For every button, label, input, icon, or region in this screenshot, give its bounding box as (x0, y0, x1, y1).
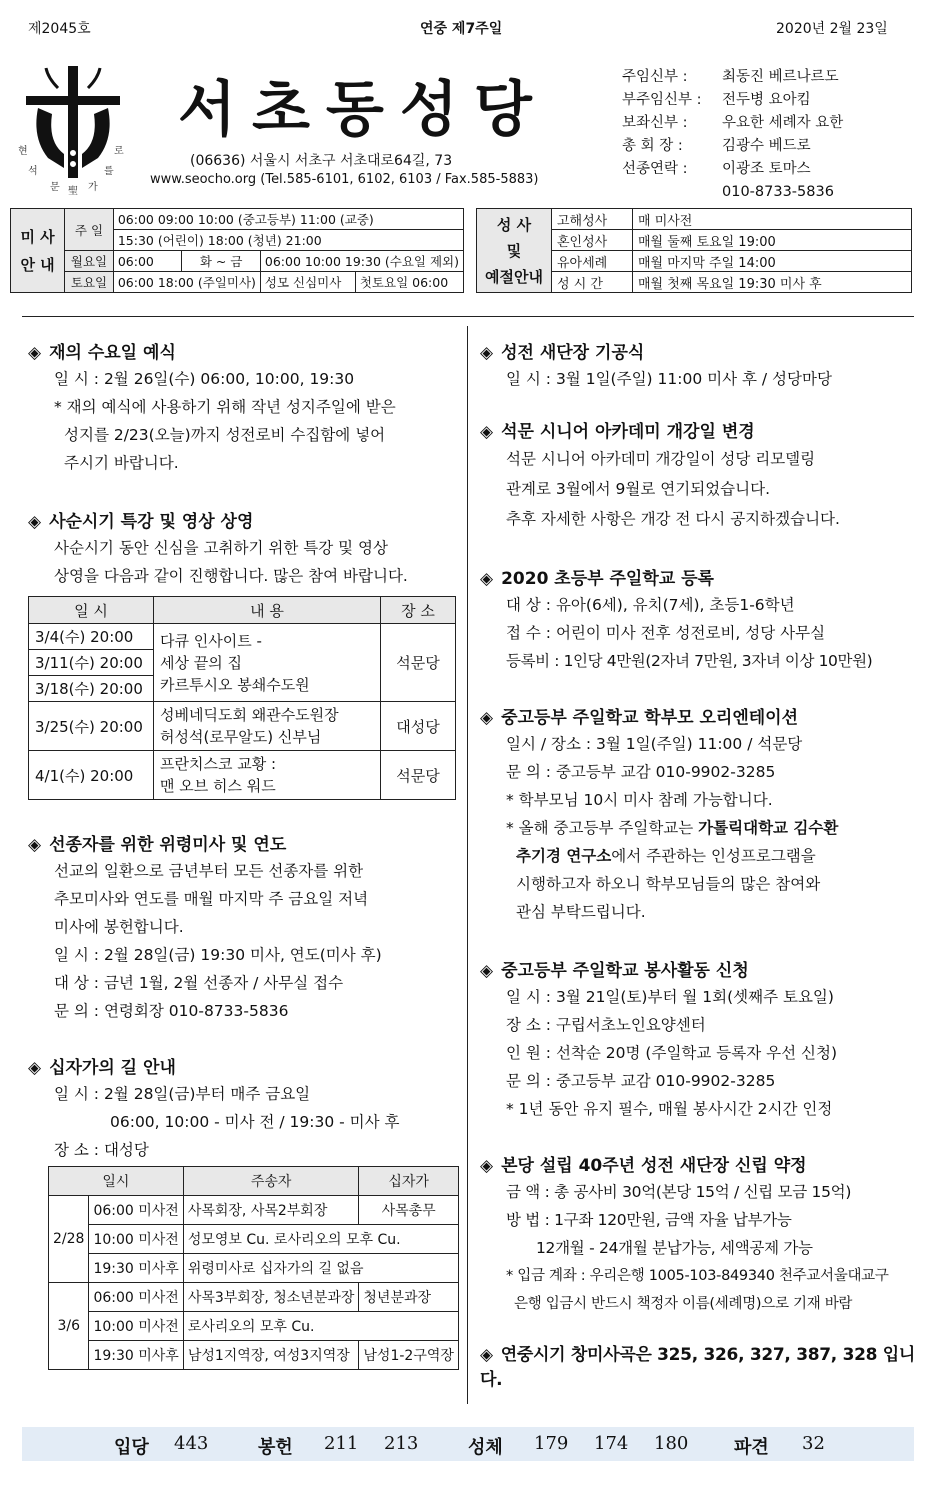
stations-body: 일 시 : 2월 28일(금)부터 매주 금요일 06:00, 10:00 - 미사 전 / 19:30 - 미사 후 장 소 : 대성당 (54, 1085, 400, 1159)
mass-heading: 미 사 안 내 (11, 209, 65, 293)
parish-contact[interactable]: www.seocho.org (Tel.585-6101, 6102, 6103 / Fax.585-5883) (150, 172, 539, 187)
liturgical-season: 연중 제7주일 (420, 21, 503, 37)
issue-number: 제2045호 (28, 21, 91, 37)
divider (22, 316, 914, 317)
clergy-row: 총 회 장 : 김광수 베드로 (622, 138, 811, 154)
diamond-icon: ◈ (28, 512, 42, 532)
attendance-stats-bar: 입당 443 봉헌 211 213 성체 179 174 180 파견 32 (22, 1427, 914, 1461)
stations-table: 일시 주송자 십자가 2/28 06:00 미사전 사목회장, 사목2부회장 사목총무 10:00 미사전 성모영보 Cu. 로사리오의 모후 Cu. 19:30 미사후 위령미사로 십자가의 길 없음 3/6 06:00 미사전 사목3부회장, 청소년분과장 청년분과장 10:00 미사전 로사리오의 모후 Cu. 19:30 미사후 남성1지역장, 여성3지역장 남성1-2구역장 (48, 1166, 459, 1370)
clergy-list (622, 66, 843, 204)
requiem-mass-body: 선교의 일환으로 금년부터 모든 선종자를 위한 추모미사와 연도를 매월 마지막 주 금요일 저녁 미사에 봉헌합니다. 일 시 : 2월 28일(금) 19:30 미사, 연도(미사 후) 대 상 : 금년 1월, 2월 선종자 / 사무실 접수 문 의 : 연령회장 010-8733-5836 (54, 862, 382, 1020)
diamond-icon: ◈ (480, 422, 494, 442)
lent-lecture-table: 일 시 내 용 장 소 3/4(수) 20:00 다큐 인사이트 - 세상 끝의 집 카르투시오 봉쇄수도원 석문당 3/11(수) 20:00 3/18(수) 20:00 3/25(수) 20:00 성베네딕도회 왜관수도원장 허성석(로무알도) 신부님 대성당 4/1(수) 20:00 프란치스코 교황 : 맨 오브 히스 워드 석문당 (28, 596, 456, 800)
orientation-title: ◈ 중고등부 주일학교 학부모 오리엔테이션 (480, 708, 799, 728)
ash-wednesday-body: 일 시 : 2월 26일(수) 06:00, 10:00, 19:30 * 재의 예식에 사용하기 위해 작년 성지주일에 받은 성지를 2/23(오늘)까지 성전로비 수집함에 넣어 주시기 바랍니다. (54, 370, 396, 472)
sacrament-table: 성 사 및 예절안내 고해성사 매 미사전 혼인성사 매월 둘째 토요일 19:00 유아세례 매월 마지막 주일 14:00 성 시 간 매월 첫째 목요일 19:30 미사 후 (476, 208, 912, 293)
renovation-pledge-title: ◈ 본당 설립 40주년 성전 새단장 신립 약정 (480, 1156, 807, 1176)
parish-logo: 현 로 석 를 문 가 聖 (18, 58, 128, 198)
clergy-row: 선종연락 : 이광조 토마스 (622, 161, 811, 177)
parish-address: (06636) 서울시 서초구 서초대로64길, 73 (190, 153, 453, 169)
requiem-mass-title: ◈ 선종자를 위한 위령미사 및 연도 (28, 835, 287, 855)
diamond-icon: ◈ (480, 1345, 493, 1365)
diamond-icon: ◈ (480, 343, 494, 363)
clergy-row: 보좌신부 : 우요한 세례자 요한 (622, 115, 844, 131)
sunday-school-title: ◈ 2020 초등부 주일학교 등록 (480, 569, 714, 589)
sacrament-heading: 성 사 및 예절안내 (477, 209, 552, 293)
volunteer-title: ◈ 중고등부 주일학교 봉사활동 신청 (480, 961, 749, 981)
academy-title: ◈ 석문 시니어 아카데미 개강일 변경 (480, 422, 755, 442)
cross-hands-icon (18, 58, 128, 198)
diamond-icon: ◈ (480, 961, 494, 981)
column-divider (467, 326, 468, 1404)
diamond-icon: ◈ (480, 569, 494, 589)
groundbreaking-title: ◈ 성전 새단장 기공식 (480, 343, 645, 363)
diamond-icon: ◈ (28, 343, 42, 363)
lent-lecture-title: ◈ 사순시기 특강 및 영상 상영 (28, 512, 254, 532)
diamond-icon: ◈ (28, 835, 42, 855)
diamond-icon: ◈ (28, 1058, 42, 1078)
right-column: ◈ 성전 새단장 기공식 일 시 : 3월 1일(주일) 11:00 미사 후 / 성당마당 ◈ 석문 시니어 아카데미 개강일 변경 석문 시니어 아카데미 개강일이 성당 리모델링 관계로 3월에서 9월로 연기되었습니다. 추후 자세한 사항은 개강 전 다시 공지하겠습니다. ◈ 2020 초등부 주일학교 등록 대 상 : 유아(6세), 유치(7세), 초등1-6학년 접 수 : 어린이 미사 전후 성전로비, 성당 사무실 등록비 : 1인당 4만원(2자녀 7만원, 3자녀 이상 10만원) ◈ 중고등부 주일학교 학부모 오리엔테이션 일시 / 장소 : 3월 1일(주일) 11:00 / 석문당 문 의 : 중고등부 교감 010-9902-3285 * 학부모님 10시 미사 참례 가능합니다. * 올해 중고등부 주일학교는 가톨릭대학교 김수환 추기경 연구소에서 주관하는 인성프로그램을 시행하고자 하오니 학부모님들의 많은 참여와 관심 부탁드립니다. ◈ 중고등부 주일학교 봉사활동 신청 일 시 : 3월 21일(토)부터 월 1회(셋째주 토요일) 장 소 : 구립서초노인요양센터 인 원 : 선착순 20명 (주일학교 등록자 우선 신청) 문 의 : 중고등부 교감 010-9902-3285 * 1년 동안 유지 필수, 매월 봉사시간 2시간 인정 ◈ 본당 설립 40주년 성전 새단장 신립 약정 금 액 : 총 공사비 30억(본당 15억 / 신립 모금 15억) 방 법 : 1구좌 120만원, 금액 자율 납부가능 12개월 - 24개월 분납가능, 세액공제 가능 * 입금 계좌 : 우리은행 1005-103-849340 천주교서울대교구 은행 입금시 반드시 책정자 이름(세례명)으로 기재 바람 ◈ 연중시기 창미사곡은 325, 326, 327, 387, 328 입니다. (480, 338, 916, 1390)
hymn-notice: ◈ 연중시기 창미사곡은 325, 326, 327, 387, 328 입니다. (480, 1345, 916, 1390)
diamond-icon: ◈ (480, 1156, 494, 1176)
clergy-row: 부주임신부 : 전두병 요아킴 (622, 92, 811, 108)
mass-schedule-table: 미 사 안 내 주 일 06:00 09:00 10:00 (중고등부) 11:00 (교중) 15:30 (어린이) 18:00 (청년) 21:00 월요일 06:00 화 ~ 금 06:00 10:00 19:30 (수요일 제외) 토요일 06:00 18:00 (주일미사) 성모 신심미사 첫토요일 06:00 (10, 208, 464, 293)
lent-lecture-body: 사순시기 동안 신심을 고취하기 위한 특강 및 영상 상영을 다음과 같이 진행합니다. 많은 참여 바랍니다. (54, 539, 408, 585)
diamond-icon: ◈ (480, 708, 494, 728)
clergy-row: 주임신부 : 최동진 베르나르도 (622, 69, 839, 85)
stations-title: ◈ 십자가의 길 안내 (28, 1058, 176, 1078)
clergy-row: 010-8733-5836 (722, 184, 834, 200)
left-column (28, 338, 464, 1370)
issue-date: 2020년 2월 23일 (776, 21, 888, 37)
ash-wednesday-title: ◈ 재의 수요일 예식 (28, 343, 176, 363)
parish-title: 서초동성당 (178, 75, 548, 145)
